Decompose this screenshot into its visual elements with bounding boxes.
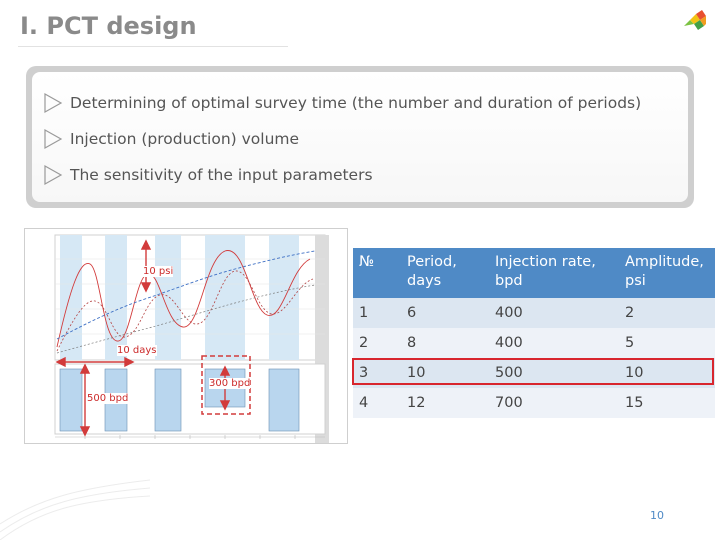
cell-amplitude: 5 bbox=[619, 328, 715, 358]
cell-period: 6 bbox=[401, 298, 489, 328]
triangle-bullet-icon bbox=[42, 128, 64, 150]
cell-number: 1 bbox=[353, 298, 401, 328]
bullet-text: Injection (production) volume bbox=[70, 130, 300, 148]
cell-amplitude: 10 bbox=[619, 358, 715, 388]
table-header-row bbox=[353, 248, 715, 298]
bpd-300-label: 300 bpd bbox=[209, 378, 251, 389]
table-row bbox=[353, 388, 715, 418]
cell-injection-rate: 500 bbox=[489, 358, 619, 388]
cell-number: 3 bbox=[353, 358, 401, 388]
cell-number: 4 bbox=[353, 388, 401, 418]
days-label: 10 days bbox=[117, 345, 157, 356]
bpd-500-label: 500 bpd bbox=[87, 393, 129, 404]
pct-parameters-table bbox=[353, 248, 715, 418]
pct-plot bbox=[25, 229, 347, 443]
cell-amplitude: 2 bbox=[619, 298, 715, 328]
logo-icon bbox=[682, 8, 708, 34]
decorative-corner-pattern bbox=[0, 470, 150, 540]
pct-design-figure bbox=[24, 228, 348, 444]
cell-period: 12 bbox=[401, 388, 489, 418]
header-injection-rate: Injection rate, bpd bbox=[489, 248, 619, 298]
psi-label: 10 psi bbox=[143, 266, 174, 277]
header-amplitude: Amplitude, psi bbox=[619, 248, 715, 298]
cell-period: 10 bbox=[401, 358, 489, 388]
triangle-bullet-icon bbox=[42, 92, 64, 114]
cell-injection-rate: 400 bbox=[489, 328, 619, 358]
header-period: Period, days bbox=[401, 248, 489, 298]
triangle-bullet-icon bbox=[42, 164, 64, 186]
bullet-item bbox=[42, 90, 641, 116]
bullet-text: The sensitivity of the input parameters bbox=[70, 166, 373, 184]
bullet-item bbox=[42, 162, 373, 188]
table-row bbox=[353, 298, 715, 328]
bullet-text: Determining of optimal survey time (the number and duration of periods) bbox=[70, 94, 642, 112]
bullet-item bbox=[42, 126, 299, 152]
header-number: № bbox=[353, 248, 401, 298]
cell-injection-rate: 700 bbox=[489, 388, 619, 418]
row-highlight-frame bbox=[352, 358, 714, 385]
page-number: 10 bbox=[650, 509, 664, 522]
cell-amplitude: 15 bbox=[619, 388, 715, 418]
table-row bbox=[353, 328, 715, 358]
title-divider bbox=[18, 46, 288, 47]
slide-title: I. PCT design bbox=[20, 12, 197, 40]
cell-number: 2 bbox=[353, 328, 401, 358]
bullet-panel bbox=[26, 66, 694, 208]
cell-injection-rate: 400 bbox=[489, 298, 619, 328]
cell-period: 8 bbox=[401, 328, 489, 358]
